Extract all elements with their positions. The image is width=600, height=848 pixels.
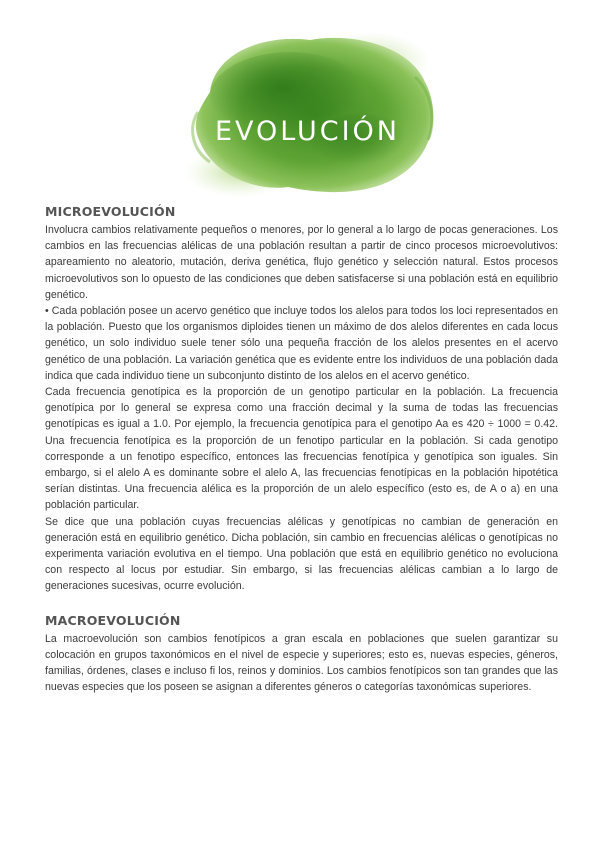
watercolor-splash-image xyxy=(170,22,445,204)
bullet-paragraph: • Cada población posee un acervo genético que incluye todos los alelos para todos los loci representados en la población. Puesto que los organismos diploides tienen un máximo de dos alelos diferentes en cada locus genético, un solo individuo suele tener sólo una pequeña fracción de los alelos presentes en el acervo genético de una población. La variación genética que es evidente entre los individuos de una población dada indica que cada individuo tiene un subconjunto distinto de los alelos en el acervo genético. xyxy=(45,305,558,382)
paragraph: La macroevolución son cambios fenotípicos a gran escala en poblaciones que suelen garantizar su colocación en grupos taxonómicos en el nivel de especie y superiores; esto es, nuevas especies, géneros, familias, órdenes, clases e incluso fi los, reinos y dominios. Los cambios fenotípicos son tan grandes que las nuevas especies que los poseen se asignan a diferentes géneros o categorías taxonómicas superiores. xyxy=(45,632,558,694)
paragraph: Involucra cambios relativamente pequeños o menores, por lo general a lo largo de pocas generaciones. Los cambios en las frecuencias alélicas de una población resultan a partir de cinco procesos microevolutivos: apareamiento no aleatorio, mutación, deriva genética, flujo genético y selección natural. Estos procesos microevolutivos son lo opuesto de las condiciones que deben satisfacerse si una población está en equilibrio genético. xyxy=(45,224,558,301)
section-heading: MACROEVOLUCIÓN xyxy=(45,612,181,628)
section-heading: MICROEVOLUCIÓN xyxy=(45,204,176,219)
document-body xyxy=(45,204,558,695)
paragraph: Se dice que una población cuyas frecuencias alélicas y genotípicas no cambian de generación en generación está en equilibrio genético. Dicha población, sin cambio en frecuencias alélicas o genotípicas no experimenta variación evolutiva en el tiempo. Una población que está en equilibrio genético no evoluciona con respecto al locus por estudiar. Sin embargo, si las frecuencias alélicas cambian a lo largo de generaciones sucesivas, ocurre evolución. xyxy=(45,515,558,593)
paragraph: Cada frecuencia genotípica es la proporción de un genotipo particular en la población. La frecuencia genotípica por lo general se expresa como una fracción decimal y la suma de todas las frecuencias genotípicas es igual a 1.0. Por ejemplo, la frecuencia genotípica para el genotipo Aa es 420 ÷ 1000 = 0.42. Una frecuencia fenotípica es la proporción de un fenotipo particular en la población. Si cada genotipo corresponde a un fenotipo específico, entonces las frecuencias fenotípica y genotípica son iguales. Sin embargo, si el alelo A es dominante sobre el alelo A, las frecuencias fenotípicas en la población hipotética serían distintas. Una frecuencia alélica es la proporción de un alelo específico (esto es, de A o a) en una población particular. xyxy=(45,386,558,512)
microevolucion-section xyxy=(45,204,558,595)
watercolor-banner xyxy=(170,22,445,204)
macroevolucion-section xyxy=(45,613,558,696)
page-title: EVOLUCIÓN xyxy=(214,116,401,147)
